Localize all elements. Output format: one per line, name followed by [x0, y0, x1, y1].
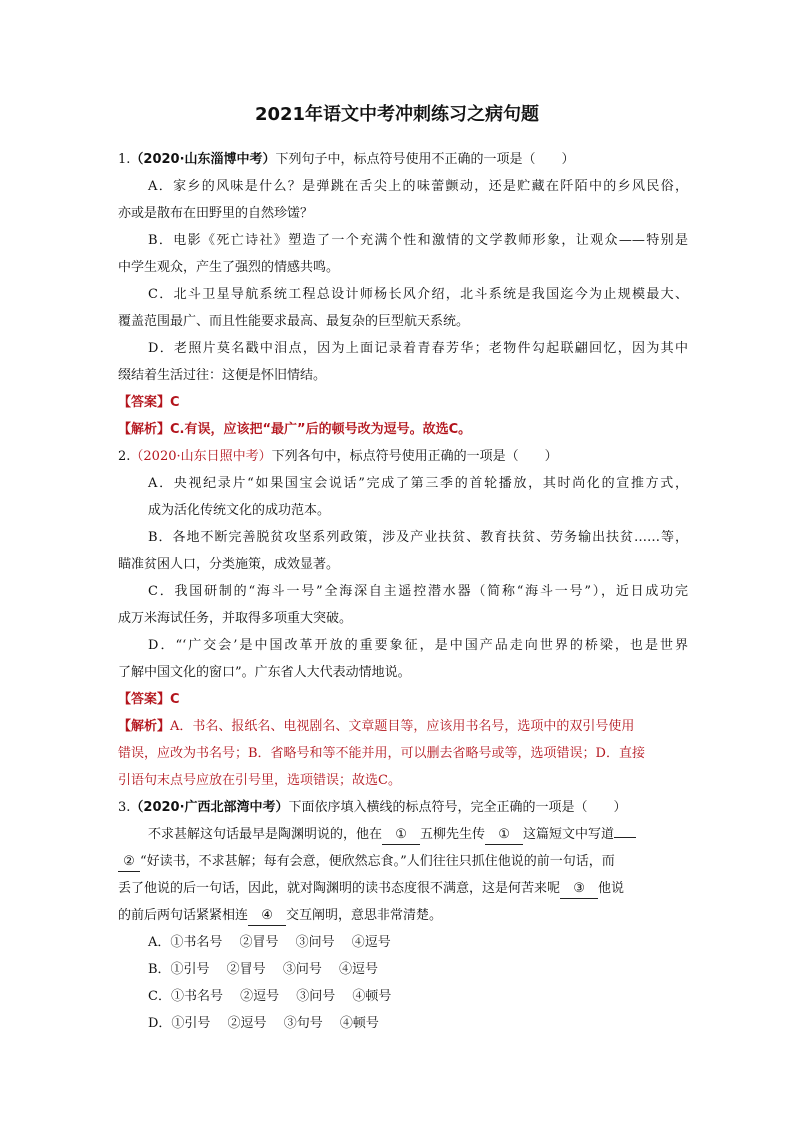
question-source: （2020·山东日照中考）	[130, 449, 272, 464]
question-number: 1.	[118, 152, 131, 167]
q1-option-a-line1: A．家乡的风味是什么？是弹跳在舌尖上的味蕾颤动，还是贮藏在阡陌中的乡风民俗，	[148, 179, 688, 194]
answer-label: 【答案】	[118, 395, 171, 410]
q1-option-b-line1: B．电影《死亡诗社》塑造了一个充满个性和激情的文学教师形象，让观众——特别是	[148, 233, 688, 248]
answer-value: C	[170, 692, 180, 707]
question-source: （2020·广西北部湾中考）	[130, 800, 289, 815]
q1-option-c-line1: C．北斗卫星导航系统工程总设计师杨长风介绍，北斗系统是我国迄今为止规模最大、	[148, 287, 688, 302]
q2-answer	[118, 691, 180, 709]
q1-answer	[118, 394, 180, 412]
q2-option-c-line1: C．我国研制的“海斗一号”全海深自主遥控潜水器（简称“海斗一号”），近日成功完	[148, 584, 688, 599]
question-text: 下列句子中，标点符号使用不正确的一项是（ ）	[275, 152, 575, 167]
question-text: 下列各句中，标点符号使用正确的一项是（ ）	[271, 449, 558, 464]
analysis-label: 【解析】	[118, 422, 171, 437]
q3-option-b: B．①引号 ②冒号 ③问号 ④逗号	[148, 962, 378, 977]
question-1-stem	[118, 151, 575, 169]
question-2-stem	[118, 448, 558, 466]
q3-option-a: A．①书名号 ②冒号 ③问号 ④逗号	[148, 935, 391, 950]
q2-option-d-line1: D．“‘广交会’是中国改革开放的重要象征，是中国产品走向世界的桥梁，也是世界	[148, 638, 688, 653]
q3-passage-line1: 不求甚解这句话最早是陶渊明说的，他在 ① 五柳先生传 ① 这篇短文中写道	[148, 826, 636, 845]
q1-option-d-line2: 缀结着生活过往：这便是怀旧情结。	[118, 368, 327, 383]
q2-option-a-line1: A．央视纪录片“如果国宝会说话”完成了第三季的首轮播放，其时尚化的宣推方式，	[148, 476, 688, 491]
analysis-text: A．书名、报纸名、电视剧名、文章题目等，应该用书名号，选项中的双引号使用	[170, 719, 635, 734]
q2-analysis-line2: 错误，应改为书名号；B．省略号和等不能并用，可以删去省略号或等，选项错误；D．直接	[118, 746, 645, 761]
q3-passage-line3: 丢了他说的后一句话，因此，就对陶渊明的读书态度很不满意，这是何苦来呢 ③ 他说	[118, 880, 624, 899]
q2-option-d-line2: 了解中国文化的窗口”。广东省人大代表动情地说。	[118, 665, 411, 680]
q2-option-a-line2: 成为活化传统文化的成功范本。	[148, 503, 331, 518]
question-source: （2020·山东淄博中考）	[130, 152, 276, 167]
q1-option-a-line2: 亦或是散布在田野里的自然珍馐？	[118, 206, 314, 221]
q3-passage-line4: 的前后两句话紧紧相连 ④ 交互阐明，意思非常清楚。	[118, 907, 442, 926]
analysis-text: C.有误，应该把“最广”后的顿号改为逗号。故选C。	[170, 422, 472, 437]
q1-option-b-line2: 中学生观众，产生了强烈的情感共鸣。	[118, 260, 340, 275]
question-text: 下面依序填入横线的标点符号，完全正确的一项是（ ）	[288, 800, 627, 815]
q3-passage-line2: ② “好读书，不求甚解；每有会意，便欣然忘食。”人们往往只抓住他说的前一句话，而	[118, 853, 678, 872]
blank-1b: ①	[485, 826, 523, 845]
q1-analysis	[118, 421, 471, 439]
question-3-stem	[118, 799, 627, 817]
question-number: 3.	[118, 800, 131, 815]
answer-label: 【答案】	[118, 692, 171, 707]
analysis-label: 【解析】	[118, 719, 171, 734]
blank-2: ②	[118, 853, 140, 872]
q2-option-b-line1: B．各地不断完善脱贫攻坚系列政策，涉及产业扶贫、教育扶贫、劳务输出扶贫……等，	[148, 530, 688, 545]
q2-option-c-line2: 成万米海试任务，并取得多项重大突破。	[118, 611, 353, 626]
blank-1: ①	[382, 826, 420, 845]
answer-value: C	[170, 395, 180, 410]
blank-4: ④	[248, 907, 286, 926]
blank-trailing	[614, 837, 636, 838]
question-number: 2.	[118, 449, 131, 464]
q1-option-d-line1: D．老照片莫名戳中泪点，因为上面记录着青春芳华；老物件勾起联翩回忆，因为其中	[148, 341, 688, 356]
blank-3: ③	[560, 880, 598, 899]
q2-analysis-line3: 引语句末点号应放在引号里，选项错误；故选C。	[118, 773, 401, 788]
q1-option-c-line2: 覆盖范围最广、而且性能要求最高、最复杂的巨型航天系统。	[118, 314, 470, 329]
q3-option-d: D．①引号 ②逗号 ③句号 ④顿号	[148, 1016, 379, 1031]
page-title: 2021年语文中考冲刺练习之病句题	[254, 104, 540, 125]
q3-option-c: C．①书名号 ②逗号 ③问号 ④顿号	[148, 989, 392, 1004]
q2-analysis-line1	[118, 718, 678, 736]
q2-option-b-line2: 瞄准贫困人口，分类施策，成效显著。	[118, 557, 340, 572]
